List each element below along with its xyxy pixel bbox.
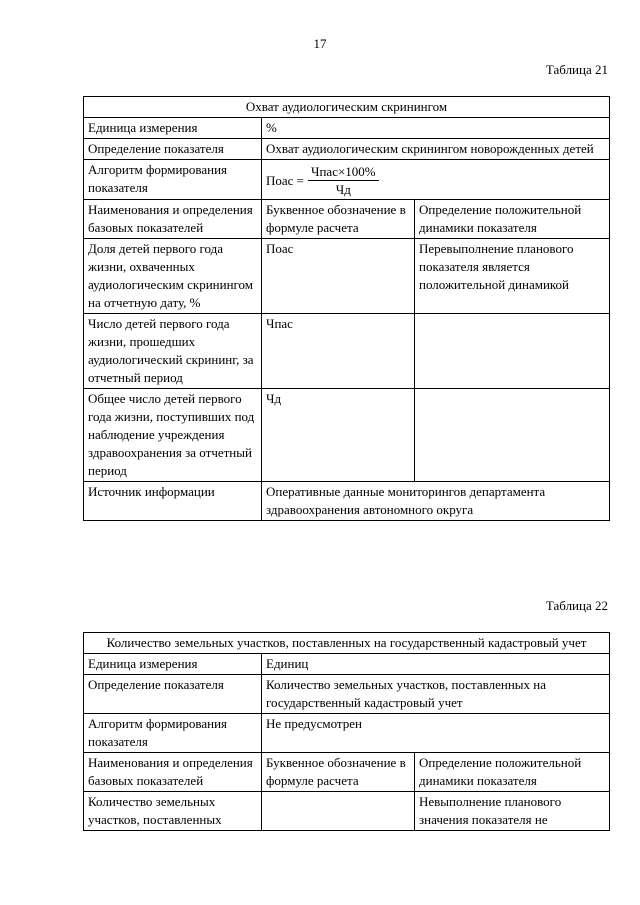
row-symbol: Поас — [262, 239, 415, 314]
row-symbol: Чд — [262, 389, 415, 482]
algorithm-formula — [262, 160, 610, 200]
algorithm-label: Алгоритм формирования показателя — [84, 714, 262, 753]
table-21-caption: Таблица 21 — [545, 62, 608, 77]
algorithm-label: Алгоритм формирования показателя — [84, 160, 262, 200]
source-label: Источник информации — [84, 482, 262, 521]
page-number: 17 — [313, 36, 327, 51]
table-21-title: Охват аудиологическим скринингом — [84, 97, 610, 118]
row-dynamics: Невыполнение планового значения показателя не — [415, 792, 610, 831]
row-name: Количество земельных участков, поставленных — [84, 792, 262, 831]
row-symbol: Чпас — [262, 314, 415, 389]
formula-fraction — [308, 163, 379, 198]
row-name: Доля детей первого года жизни, охваченных аудиологическим скринингом на отчетную дату, % — [84, 239, 262, 314]
row-dynamics — [415, 314, 610, 389]
row-symbol — [262, 792, 415, 831]
row-dynamics — [415, 389, 610, 482]
source-value: Оперативные данные мониторингов департамента здравоохранения автономного округа — [262, 482, 610, 521]
definition-label: Определение показателя — [84, 675, 262, 714]
header-col1: Наименования и определения базовых показателей — [84, 200, 262, 239]
header-col2: Буквенное обозначение в формуле расчета — [262, 753, 415, 792]
table-21 — [83, 96, 610, 521]
formula — [266, 163, 379, 198]
table-row — [84, 239, 610, 314]
header-col2: Буквенное обозначение в формуле расчета — [262, 200, 415, 239]
row-name: Общее число детей первого года жизни, поступивших под наблюдение учреждения здравоохранения за отчетный период — [84, 389, 262, 482]
definition-value: Количество земельных участков, поставленных на государственный кадастровый учет — [262, 675, 610, 714]
table-22 — [83, 632, 610, 831]
table-row — [84, 389, 610, 482]
table-22-caption: Таблица 22 — [545, 598, 608, 613]
definition-value: Охват аудиологическим скринингом новорожденных детей — [262, 139, 610, 160]
table-row — [84, 314, 610, 389]
table-row — [84, 792, 610, 831]
formula-lhs: Поас = — [266, 172, 305, 188]
header-col1: Наименования и определения базовых показателей — [84, 753, 262, 792]
formula-numerator: Чпас×100% — [308, 163, 379, 181]
unit-value: Единиц — [262, 654, 610, 675]
header-col3: Определение положительной динамики показателя — [415, 753, 610, 792]
formula-denominator: Чд — [335, 182, 351, 197]
header-col3: Определение положительной динамики показателя — [415, 200, 610, 239]
row-dynamics: Перевыполнение планового показателя является положительной динамикой — [415, 239, 610, 314]
unit-label: Единица измерения — [84, 118, 262, 139]
unit-label: Единица измерения — [84, 654, 262, 675]
row-name: Число детей первого года жизни, прошедших аудиологический скрининг, за отчетный период — [84, 314, 262, 389]
definition-label: Определение показателя — [84, 139, 262, 160]
algorithm-value: Не предусмотрен — [262, 714, 610, 753]
table-22-title: Количество земельных участков, поставленных на государственный кадастровый учет — [84, 633, 610, 654]
unit-value: % — [262, 118, 610, 139]
